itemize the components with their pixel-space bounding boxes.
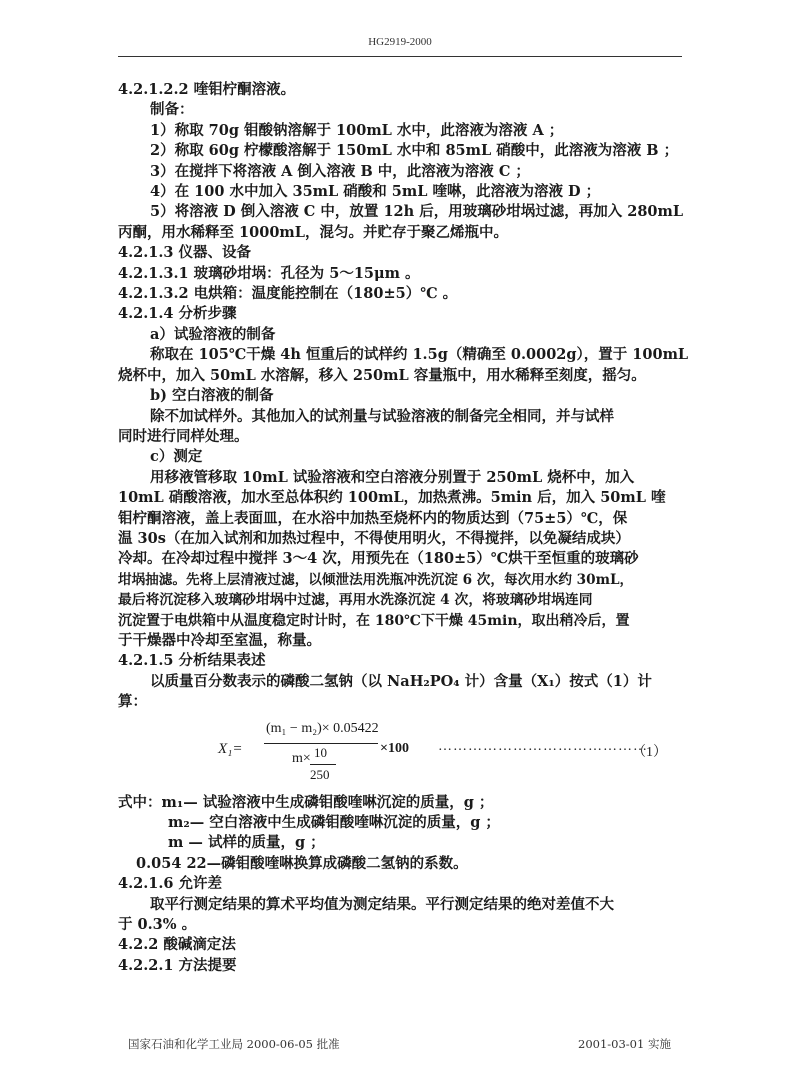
formula-leader-dots: …………………………………… [438,738,648,754]
paragraph-line: 以质量百分数表示的磷酸二氢钠（以 NaH₂PO₄ 计）含量（X₁）按式（1）计 [150,672,652,690]
paragraph-line: 除不加试样外。其他加入的试剂量与试验溶液的制备完全相同，并与试样 [150,407,614,425]
formula-times-100: ×100 [380,740,409,756]
list-item: 3）在搅拌下将溶液 A 倒入溶液 B 中，此溶液为溶液 C ； [150,162,530,180]
subsection-heading: a）试验溶液的制备 [150,325,276,343]
subsection-heading: b) 空白溶液的制备 [150,387,274,405]
paragraph-line: 取平行测定结果的算术平均值为测定结果。平行测定结果的绝对差值不大 [150,895,614,913]
fraction-denominator: 250 [310,766,330,782]
paragraph-line: 温 30s（在加入试剂和加热过程中，不得使用明火，不得搅拌，以免凝结成块） [118,529,630,547]
formula-1 [118,719,684,785]
equation-number: （1） [632,744,667,760]
paragraph-line: 称取在 105℃干燥 4h 恒重后的试样约 1.5g（精确至 0.0002g），置于 100mL [150,346,689,364]
where-item: m₂— 空白溶液中生成磷钼酸喹啉沉淀的质量，g ； [168,814,500,831]
paragraph-line: 坩埚抽滤。先将上层清液过滤，以倾泄法用洗瓶冲洗沉淀 6 次，每次用水约 30mL， [118,571,634,588]
footer-approval: 国家石油和化学工业局 2000-06-05 批准 [128,1037,340,1051]
paragraph-line: 用移液管移取 10mL 试验溶液和空白溶液分别置于 250mL 烧杯中，加入 [150,468,635,486]
paragraph-line: 10mL 硝酸溶液，加水至总体积约 100mL，加热煮沸。5min 后，加入 50mL 喹 [118,489,666,507]
section-heading: 4.2.1.3 仪器、设备 [118,244,252,262]
header-rule [118,56,682,57]
formula-lhs: X₁= [218,740,243,757]
list-item: 2）称取 60g 柠檬酸溶解于 150mL 水中和 85mL 硝酸中，此溶液为溶液 B ； [150,142,679,160]
paragraph-line: 冷却。在冷却过程中搅拌 3～4 次，用预先在（180±5）℃烘干至恒重的玻璃砂 [118,550,639,568]
paragraph-line: 算： [118,693,147,711]
paragraph-line: 沉淀置于电烘箱中从温度稳定时计时，在 180℃下干燥 45min，取出稍冷后，置 [118,612,630,629]
paragraph-line: 同时进行同样处理。 [118,427,249,445]
paragraph-line: 最后将沉淀移入玻璃砂坩埚中过滤，再用水洗涤沉淀 4 次，将玻璃砂坩埚连同 [118,592,593,609]
section-heading: 4.2.1.3.1 玻璃砂坩埚：孔径为 5～15μm 。 [118,264,420,282]
section-heading: 4.2.2.1 方法提要 [118,956,237,974]
formula-numerator: (m₁ − m₂)× 0.05422 [266,720,379,736]
list-item: 4）在 100 水中加入 35mL 硝酸和 5mL 喹啉，此溶液为溶液 D ； [150,183,601,201]
fraction-bar [264,743,378,744]
section-heading: 4.2.1.6 允许差 [118,875,223,893]
formula-m-times: m× [292,750,311,766]
section-heading: 4.2.1.2.2 喹钼柠酮溶液。 [118,81,296,98]
where-item: m — 试样的质量，g ； [168,834,325,852]
list-item: 1）称取 70g 钼酸钠溶解于 100mL 水中，此溶液为溶液 A ； [150,121,564,139]
paragraph-line: 丙酮，用水稀释至 1000mL，混匀。并贮存于聚乙烯瓶中。 [118,223,508,241]
paragraph-line: 钼柠酮溶液，盖上表面皿，在水浴中加热至烧杯内的物质达到（75±5）℃，保 [118,509,628,527]
where-item: 式中：m₁— 试验溶液中生成磷钼酸喹啉沉淀的质量，g ； [118,793,494,811]
footer-effective-date: 2001-03-01 实施 [578,1037,671,1051]
section-heading: 4.2.1.4 分析步骤 [118,305,237,323]
document-body [118,80,689,976]
paragraph-line: 于干燥器中冷却至室温，称量。 [118,631,321,649]
paragraph-line: 烧杯中，加入 50mL 水溶解，移入 250mL 容量瓶中，用水稀释至刻度，摇匀。 [118,366,646,384]
subsection-heading: c）测定 [150,448,203,466]
fraction-bar-small [310,764,336,765]
paragraph-line: 于 0.3% 。 [118,916,197,934]
page-header-code: HG2919-2000 [368,36,432,48]
where-item: 0.054 22—磷钼酸喹啉换算成磷酸二氢钠的系数。 [136,854,468,872]
paragraph-line: 制备： [150,101,194,119]
fraction-numerator: 10 [314,744,327,760]
section-heading: 4.2.2 酸碱滴定法 [118,936,236,954]
section-heading: 4.2.1.3.2 电烘箱：温度能控制在（180±5）℃ 。 [118,285,458,303]
section-heading: 4.2.1.5 分析结果表述 [118,652,266,670]
list-item: 5）将溶液 D 倒入溶液 C 中，放置 12h 后，用玻璃砂坩埚过滤，再加入 280mL [150,203,684,221]
